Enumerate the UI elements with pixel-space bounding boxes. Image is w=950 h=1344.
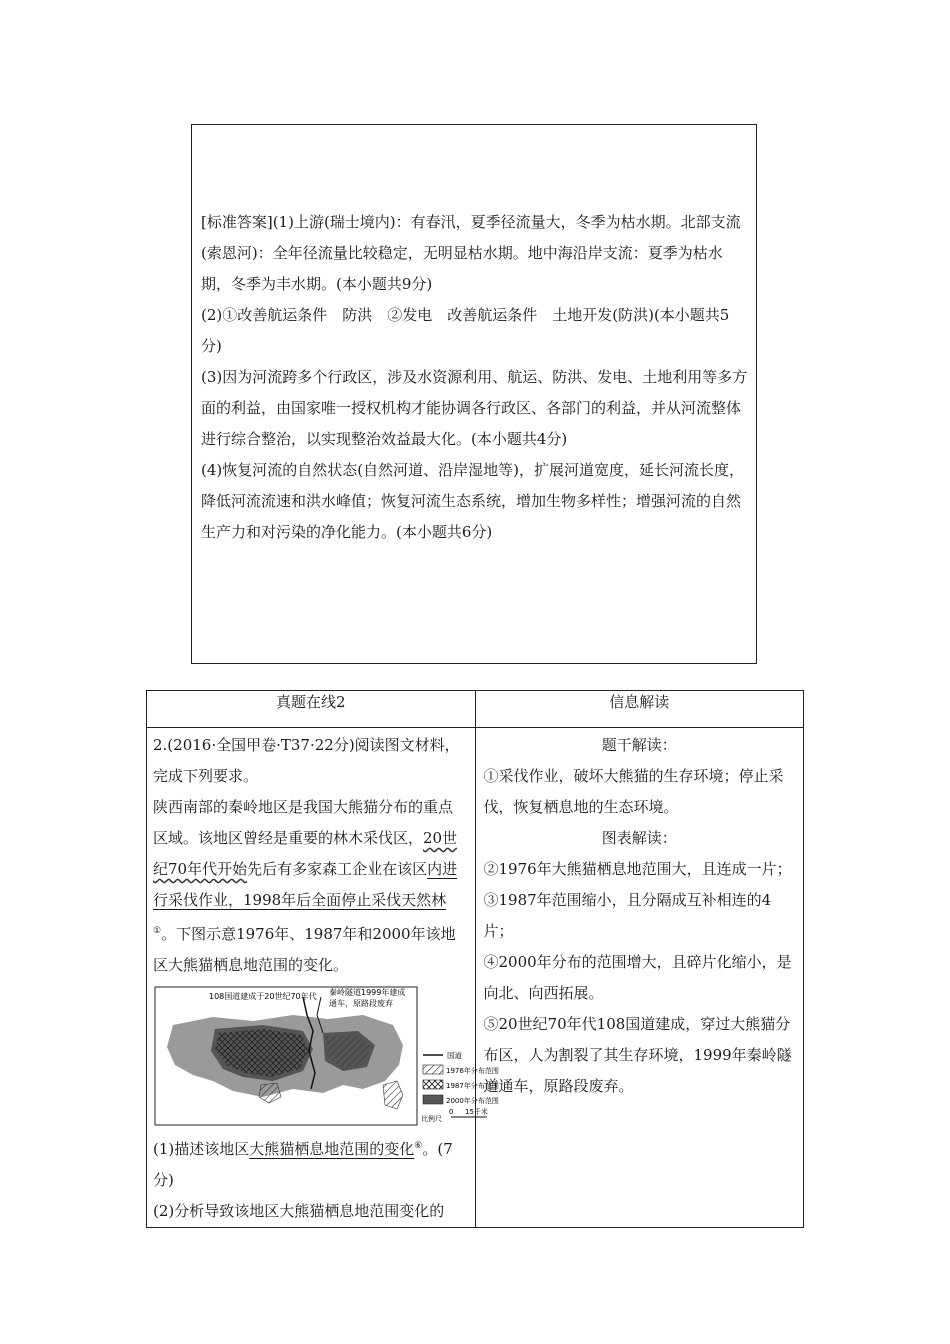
legend-1976: 1976年分布范围 — [446, 1067, 499, 1075]
map-svg — [153, 985, 499, 1127]
material-text-c: 先后有多家森工企业在该区 — [247, 860, 428, 878]
question-2: (2)分析导致该地区大熊猫栖息地范围变化的 — [153, 1202, 445, 1220]
answer-part-2: (2)①改善航运条件 防洪 ②发电 改善航运条件 土地开发(防洪)(本小题共5分) — [201, 306, 730, 355]
scale-km: 15千米 — [465, 1108, 488, 1116]
material-underline: 内进行采伐作业，1998年后全面停止采伐天然林 — [153, 860, 458, 909]
question-intro: 2.(2016·全国甲卷·T37·22分)阅读图文材料，完成下列要求。 — [153, 736, 460, 785]
label-tunnel-2: 通车，原路段废弃 — [329, 999, 393, 1008]
label-tunnel-1: 秦岭隧道1999年建成 — [329, 988, 406, 997]
stem-item-1: ①采伐作业，破坏大熊猫的生存环境；停止采伐，恢复栖息地的生态环境。 — [483, 767, 784, 816]
stem-title: 题干解读： — [601, 736, 677, 754]
legend-2000-swatch — [423, 1095, 443, 1104]
answer-part-1: [标准答案](1)上游(瑞士境内)：有春汛，夏季径流量大，冬季为枯水期。北部支流(索恩河)：全年径流量比较稳定，无明显枯水期。地中海沿岸支流：夏季为枯水期，冬季为丰水期。(本小题共9分) — [201, 213, 741, 293]
material-text-e: 。下图示意1976年、1987年和2000年该地区大熊猫栖息地范围的变化。 — [153, 925, 456, 974]
legend-road: 国道 — [447, 1051, 462, 1060]
q1-underline: 大熊猫栖息地范围的变化 — [249, 1140, 415, 1158]
q1-text-b: 。(7分) — [153, 1140, 453, 1189]
scale-zero: 0 — [449, 1108, 454, 1116]
chart-item-3: ③1987年范围缩小，且分隔成互补相连的4片； — [483, 891, 772, 940]
chart-item-2: ②1976年大熊猫栖息地范围大，且连成一片； — [483, 860, 792, 878]
interpretation-cell — [475, 728, 804, 1228]
legend-1987-swatch — [423, 1080, 443, 1089]
material-paragraph — [153, 792, 465, 981]
legend-1987: 1987年分布范围 — [446, 1082, 499, 1090]
note-mark-6: ⑥ — [414, 1141, 423, 1151]
material-emphasis: 20世纪70年代开始 — [153, 829, 458, 878]
material-text-a: 陕西南部的秦岭地区是我国大熊猫分布的重点区域。该地区曾经是重要的林木采伐区， — [153, 798, 454, 847]
q1-text-a: (1)描述该地区 — [153, 1140, 250, 1158]
chart-title: 图表解读： — [601, 829, 677, 847]
panda-habitat-map — [153, 985, 499, 1127]
legend-2000: 2000年分布范围 — [446, 1097, 499, 1105]
answer-box — [191, 124, 757, 664]
answer-part-3: (3)因为河流跨多个行政区，涉及水资源利用、航运、防洪、发电、土地利用等多方面的利益，由国家唯一授权机构才能协调各行政区、各部门的利益，并从河流整体进行综合整治，以实现整治效益最大化。(本小题共4分) — [201, 368, 748, 448]
legend-1976-swatch — [423, 1065, 443, 1074]
label-road: 108国道建成于20世纪70年代 — [209, 992, 317, 1001]
question-1 — [153, 1131, 465, 1196]
chart-item-5: ⑤20世纪70年代108国道建成，穿过大熊猫分布区，人为割裂了其生存环境，1999年秦岭隧道通车，原路段废弃。 — [483, 1015, 792, 1095]
answer-text — [201, 207, 749, 548]
scale-label: 比例尺 — [421, 1115, 442, 1123]
note-mark-1: ① — [153, 926, 162, 936]
question-cell — [147, 728, 499, 1228]
answer-part-4: (4)恢复河流的自然状态(自然河道、沿岸湿地等)，扩展河道宽度，延长河流长度，降低河流流速和洪水峰值；恢复河流生态系统，增加生物多样性；增强河流的自然生产力和对污染的净化能力。(本小题共6分) — [201, 461, 744, 541]
header-question: 真题在线2 — [147, 691, 476, 728]
header-interpretation: 信息解读 — [475, 691, 804, 728]
question-table — [146, 690, 804, 1228]
chart-item-4: ④2000年分布的范围增大，且碎片化缩小，是向北、向西拓展。 — [483, 953, 792, 1002]
